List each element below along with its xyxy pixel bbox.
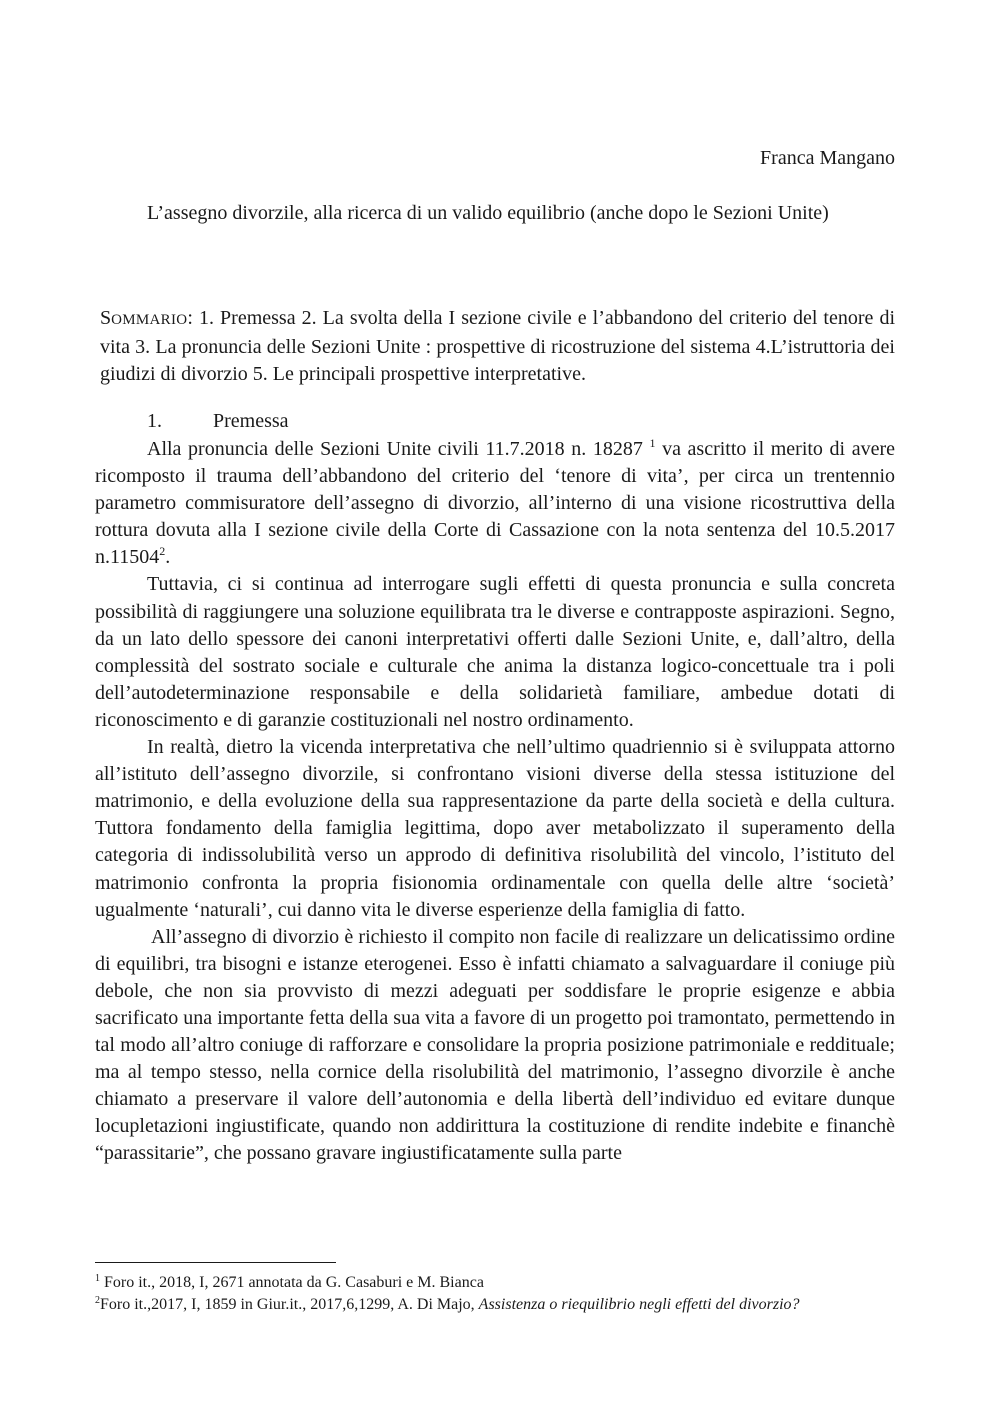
section-number: 1. <box>147 410 162 432</box>
footnote-2-italic: Assistenza o riequilibrio negli effetti del divorzio? <box>478 1296 800 1313</box>
summary-label-initial: S <box>100 307 112 329</box>
footnote-2 <box>95 1294 895 1316</box>
footnote-1-text: Foro it., 2018, I, 2671 annotata da G. Casaburi e M. Bianca <box>100 1274 484 1291</box>
footnote-separator <box>95 1262 336 1263</box>
footnote-2-text: Foro it.,2017, I, 1859 in Giur.it., 2017,6,1299, A. Di Majo, <box>100 1296 479 1313</box>
paragraph-1-text-a: Alla pronuncia delle Sezioni Unite civili 11.7.2018 n. 18287 <box>147 438 650 460</box>
document-page <box>95 0 895 1414</box>
paragraph-1 <box>95 436 895 571</box>
footnote-ref-1: 1 <box>649 436 656 450</box>
paragraph-4: All’assegno di divorzio è richiesto il compito non facile di realizzare un delicatissimo ordine di equilibri, tra bisogni e istanze eterogenei. Esso è infatti chiamato a salvaguardare il coniuge più debole, che non sia provvisto di mezzi adeguati per soddisfare le proprie esigenze e abbia sacrificato una importante fetta della sua vita a favore di un progetto poi tramontato, permettendo in tal modo all’altro coniuge di rafforzare e consolidare la propria posizione patrimoniale e reddituale; ma al tempo stesso, nella cornice della risolubilità del matrimonio, l’assegno divorzile è anche chiamato a preservare il valore dell’autonomia e della libertà dell’individuo ed evitare dunque locupletazioni ingiustificate, quando non addirittura la costituzione di rendite indebite e financhè “parassitarie”, che possano gravare ingiustificatamente sulla parte <box>95 925 895 1165</box>
summary-text: : 1. Premessa 2. La svolta della I sezione civile e l’abbandono del criterio del tenore di vita 3. La pronuncia delle Sezioni Unite : prospettive di ricostruzione del sistema 4.L’istruttoria dei giudizi di divorzio 5. Le principali prospettive interpretative. <box>100 307 895 385</box>
section-heading <box>147 410 289 433</box>
footnote-2-mark: 2 <box>95 1295 100 1306</box>
footnote-ref-2: 2 <box>159 544 166 559</box>
paragraph-1-text-c: . <box>165 546 171 569</box>
footnotes <box>95 1272 895 1316</box>
footnote-1 <box>95 1272 895 1294</box>
section-title: Premessa <box>213 410 289 432</box>
paragraph-3: In realtà, dietro la vicenda interpretativa che nell’ultimo quadriennio si è sviluppata attorno all’istituto dell’assegno divorzile, si confrontano visioni diverse della stessa istituzione del matrimonio, e della evoluzione della sua rappresentazione da parte della società e della cultura. Tuttora fondamento della famiglia legittima, dopo aver metabolizzato il superamento della categoria di indissolubilità verso un approdo di definitiva risolubilità del vincolo, l’istituto del matrimonio confronta la propria fisionomia ordinamentale con quella delle altre ‘società’ ugualmente ‘naturali’, cui danno vita le diverse esperienze della famiglia di fatto. <box>95 736 895 921</box>
author-name: Franca Mangano <box>760 147 895 169</box>
body-text <box>95 436 895 1168</box>
article-title: L’assegno divorzile, alla ricerca di un valido equilibrio (anche dopo le Sezioni Unite) <box>147 202 829 224</box>
summary-block <box>100 305 895 388</box>
footnote-1-mark: 1 <box>95 1273 100 1284</box>
paragraph-2: Tuttavia, ci si continua ad interrogare sugli effetti di questa pronuncia e sulla concreta possibilità di raggiungere una soluzione equilibrata tra le diverse e contrapposte aspirazioni. Segno, da un lato dello spessore dei canoni interpretativi offerti dalle Sezioni Unite, e, dall’altro, della complessità del sostrato sociale e culturale che anima la distanza logico-concettuale tra i poli dell’autodeterminazione responsabile e della solidarietà familiare, ambedue dotati di riconoscimento e di garanzie costituzionali nel nostro ordinamento. <box>95 573 895 731</box>
summary-label-rest: OMMARIO <box>111 312 188 328</box>
paragraph-1-text-b: va ascritto il merito di avere ricomposto il trauma dell’abbandono del criterio del ‘tenore di vita’, per circa un trentennio parametro commisuratore dell’assegno di divorzio, all’interno di una visione ricostruttiva della rottura dovuta alla I sezione civile della Corte di Cassazione con la nota sentenza del 10.5.2017 n.11504 <box>95 438 895 569</box>
